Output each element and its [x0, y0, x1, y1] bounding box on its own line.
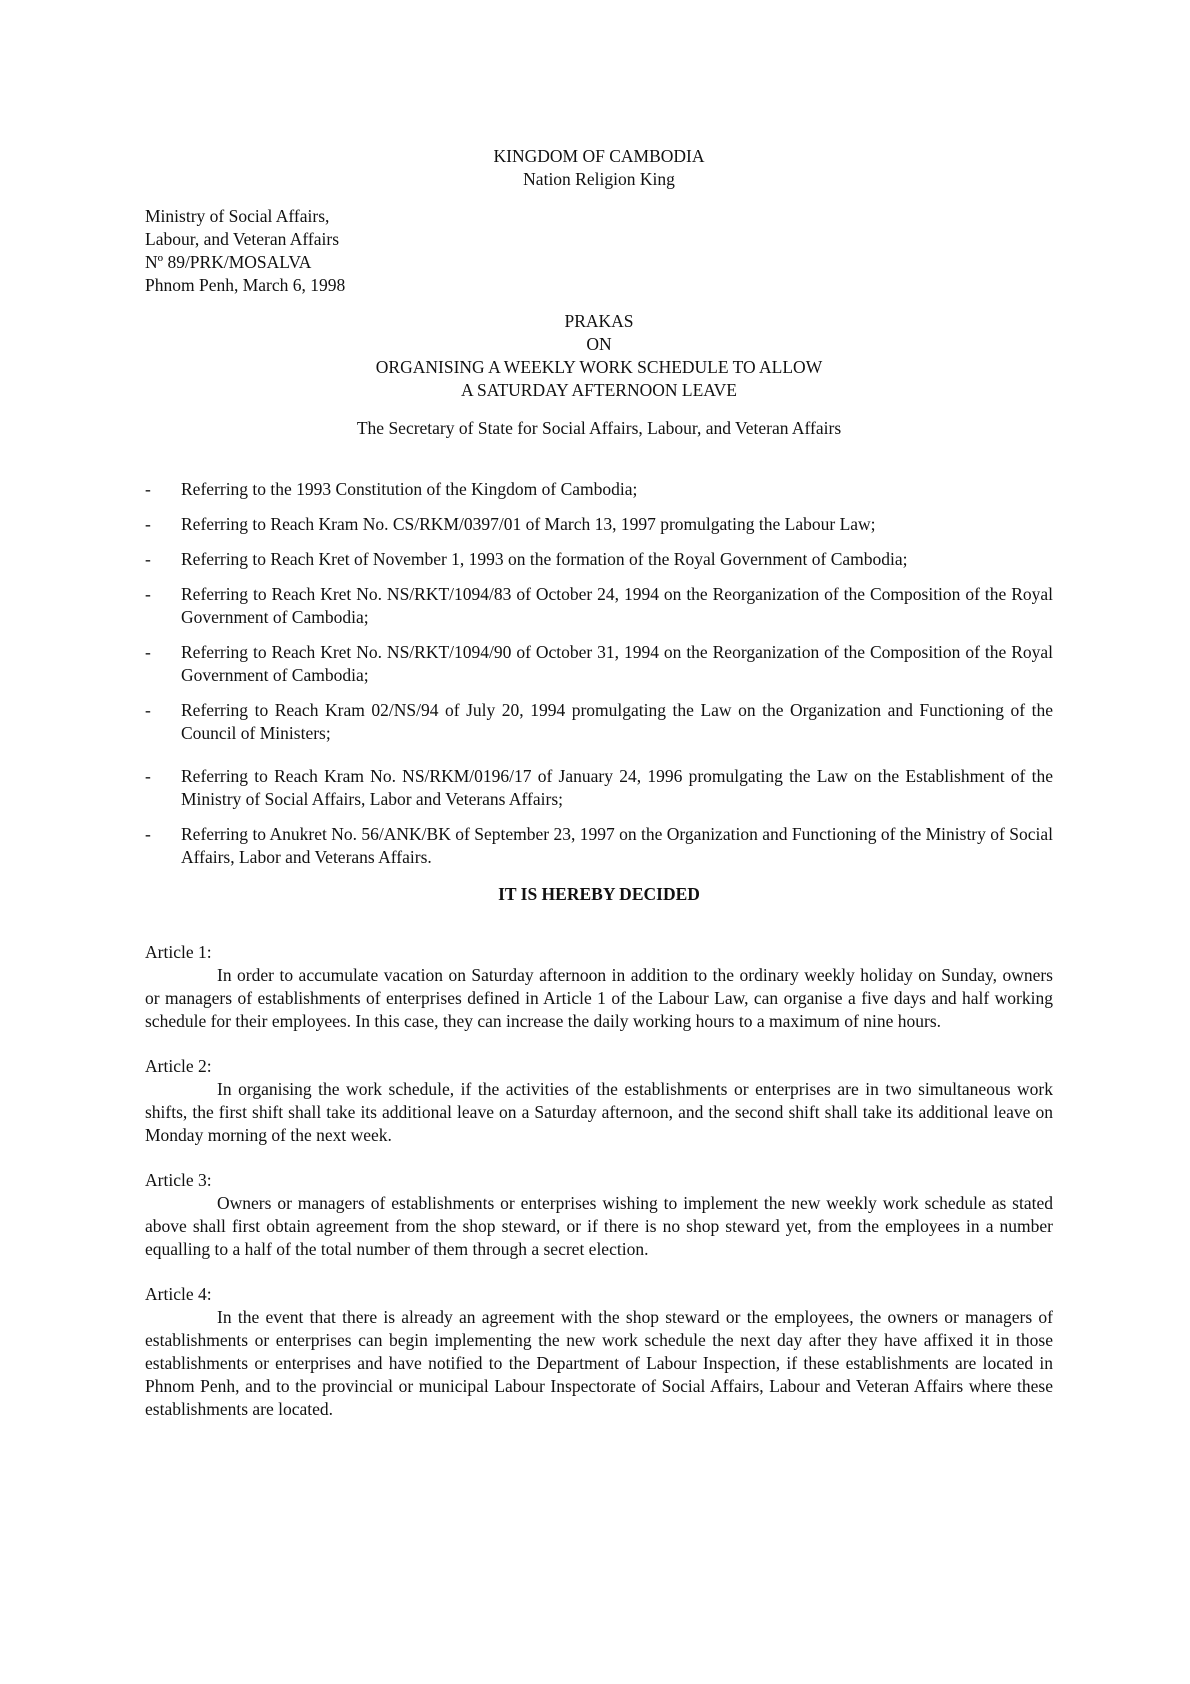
reference-item	[145, 583, 1053, 629]
article-1	[145, 941, 1053, 1033]
article-body: In the event that there is already an agreement with the shop steward or the employees, the owners or managers of establishments or enterprises can begin implementing the new work schedule the next day after they have affixed it in those establishments or enterprises and have notified to the Department of Labour Inspection, if these establishments are located in Phnom Penh, and to the provincial or municipal Labour Inspectorate of Social Affairs, Labour and Veteran Affairs where these establishments are located.	[145, 1307, 1053, 1419]
decision-heading: IT IS HEREBY DECIDED	[498, 884, 700, 904]
country-name: KINGDOM OF CAMBODIA	[493, 146, 705, 166]
reference-text: Referring to Reach Kram 02/NS/94 of July 20, 1994 promulgating the Law on the Organization and Functioning of the Council of Ministers;	[181, 700, 1053, 743]
list-dash: -	[145, 824, 151, 844]
list-dash: -	[145, 766, 151, 786]
reference-item	[145, 513, 1053, 536]
list-dash: -	[145, 514, 151, 534]
document-page	[145, 145, 1053, 1421]
issuer: The Secretary of State for Social Affairs, Labour, and Veteran Affairs	[356, 418, 842, 438]
title-line-4: A SATURDAY AFTERNOON LEAVE	[461, 380, 737, 400]
ministry-block	[145, 205, 1053, 297]
references-list	[145, 478, 1053, 869]
reference-item	[145, 823, 1053, 869]
place-and-date: Phnom Penh, March 6, 1998	[145, 275, 346, 295]
reference-text: Referring to Reach Kram No. NS/RKM/0196/17 of January 24, 1996 promulgating the Law on the Establishment of the Ministry of Social Affairs, Labor and Veterans Affairs;	[181, 766, 1053, 809]
list-dash: -	[145, 700, 151, 720]
article-body: Owners or managers of establishments or enterprises wishing to implement the new weekly work schedule as stated above shall first obtain agreement from the shop steward, or if there is no shop steward yet, from the employees in a number equalling to a half of the total number of them through a secret election.	[145, 1193, 1053, 1259]
reference-number: Nº 89/PRK/MOSALVA	[145, 252, 312, 272]
reference-text: Referring to Reach Kram No. CS/RKM/0397/01 of March 13, 1997 promulgating the Labour Law;	[181, 514, 876, 534]
document-header	[145, 145, 1053, 191]
reference-item	[145, 699, 1053, 745]
list-dash: -	[145, 584, 151, 604]
article-body: In order to accumulate vacation on Saturday afternoon in addition to the ordinary weekly holiday on Sunday, owners or managers of establishments of enterprises defined in Article 1 of the Labour Law, can organise a five days and half working schedule for their employees. In this case, they can increase the daily working hours to a maximum of nine hours.	[145, 965, 1053, 1031]
reference-item	[145, 478, 1053, 501]
national-motto: Nation Religion King	[523, 169, 675, 189]
reference-text: Referring to Reach Kret No. NS/RKT/1094/90 of October 31, 1994 on the Reorganization of the Composition of the Royal Government of Cambodia;	[181, 642, 1053, 685]
reference-text: Referring to Reach Kret No. NS/RKT/1094/83 of October 24, 1994 on the Reorganization of the Composition of the Royal Government of Cambodia;	[181, 584, 1053, 627]
article-heading: Article 1:	[145, 942, 212, 962]
reference-item	[145, 641, 1053, 687]
title-line-3: ORGANISING A WEEKLY WORK SCHEDULE TO ALLOW	[375, 357, 823, 377]
article-heading: Article 4:	[145, 1284, 212, 1304]
title-line-2: ON	[586, 334, 612, 354]
reference-item	[145, 765, 1053, 811]
article-4	[145, 1283, 1053, 1421]
article-heading: Article 3:	[145, 1170, 212, 1190]
list-dash: -	[145, 642, 151, 662]
list-dash: -	[145, 549, 151, 569]
article-3	[145, 1169, 1053, 1261]
document-title	[145, 310, 1053, 402]
reference-text: Referring to Anukret No. 56/ANK/BK of September 23, 1997 on the Organization and Functioning of the Ministry of Social Affairs, Labor and Veterans Affairs.	[181, 824, 1053, 867]
ministry-line-2: Labour, and Veteran Affairs	[145, 229, 340, 249]
article-heading: Article 2:	[145, 1056, 212, 1076]
list-dash: -	[145, 479, 151, 499]
ministry-line-1: Ministry of Social Affairs,	[145, 206, 330, 226]
articles-section	[145, 941, 1053, 1421]
reference-item	[145, 548, 1053, 571]
reference-text: Referring to Reach Kret of November 1, 1993 on the formation of the Royal Government of Cambodia;	[181, 549, 908, 569]
article-2	[145, 1055, 1053, 1147]
article-body: In organising the work schedule, if the activities of the establishments or enterprises are in two simultaneous work shifts, the first shift shall take its additional leave on a Saturday afternoon, and the second shift shall take its additional leave on Monday morning of the next week.	[145, 1079, 1053, 1145]
reference-text: Referring to the 1993 Constitution of the Kingdom of Cambodia;	[181, 479, 638, 499]
title-line-1: PRAKAS	[564, 311, 634, 331]
